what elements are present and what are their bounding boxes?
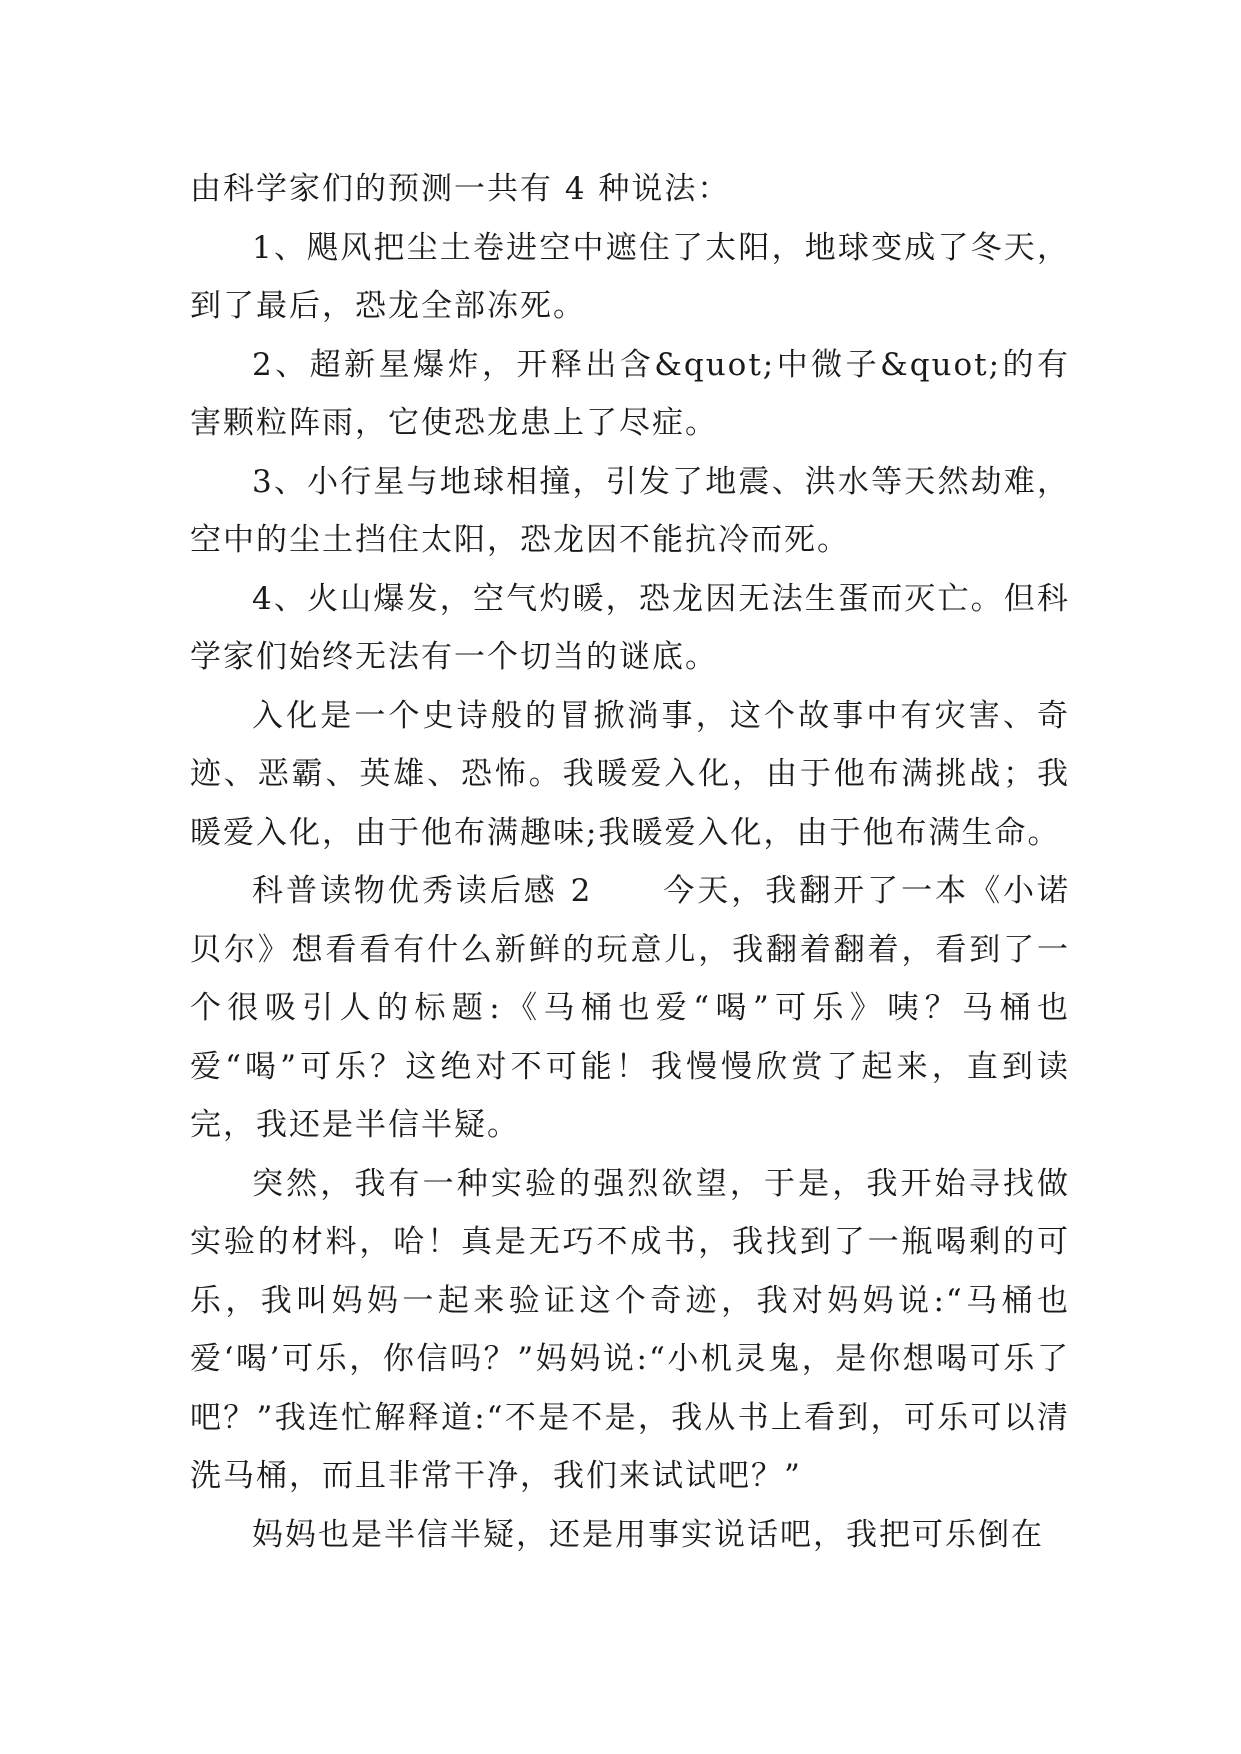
paragraph-theory-3 [190, 453, 1070, 570]
paragraph-text: 1、飓风把尘土卷进空中遮住了太阳，地球变成了冬天，到了最后，恐龙全部冻死。 [190, 229, 1070, 324]
paragraph-text: 2、超新星爆炸，开释出含&quot;中微子&quot;的有害颗粒阵雨，它使恐龙患上了尽症。 [190, 346, 1070, 441]
paragraph-theory-2 [190, 336, 1070, 453]
paragraph-text: 今天，我翻开了一本《小诺贝尔》想看看有什么新鲜的玩意儿，我翻着翻着，看到了一个很吸引人的标题:《马桶也爱“喝”可乐》咦？马桶也爱“喝”可乐？这绝对不可能！我慢慢欣赏了起来，直到读完，我还是半信半疑。 [190, 873, 1071, 1143]
document-body [190, 160, 1070, 1564]
section-title: 科普读物优秀读后感 2 [252, 873, 593, 909]
paragraph-theory-4 [190, 570, 1070, 687]
paragraph-essay-2 [190, 862, 1070, 1155]
paragraph-experiment [190, 1155, 1070, 1506]
paragraph-text: 妈妈也是半信半疑，还是用事实说话吧，我把可乐倒在 [252, 1516, 1044, 1553]
paragraph-intro [190, 160, 1070, 219]
paragraph-text: 突然，我有一种实验的强烈欲望，于是，我开始寻找做实验的材料，哈！真是无巧不成书，我找到了一瓶喝剩的可乐，我叫妈妈一起来验证这个奇迹，我对妈妈说:“马桶也爱‘喝’可乐，你信吗？”妈妈说:“小机灵鬼，是你想喝可乐了吧？”我连忙解释道:“不是不是，我从书上看到，可乐可以清洗马桶，而且非常干净，我们来试试吧？” [190, 1165, 1070, 1494]
paragraph-theory-1 [190, 219, 1070, 336]
paragraph-evolution [190, 687, 1070, 863]
paragraph-text: 4、火山爆发，空气灼暖，恐龙因无法生蛋而灭亡。但科学家们始终无法有一个切当的谜底。 [190, 580, 1070, 675]
paragraph-text: 3、小行星与地球相撞，引发了地震、洪水等天然劫难，空中的尘土挡住太阳，恐龙因不能抗冷而死。 [190, 463, 1070, 558]
paragraph-text: 由科学家们的预测一共有 4 种说法： [190, 171, 731, 207]
paragraph-mom [190, 1506, 1070, 1565]
paragraph-text: 入化是一个史诗般的冒掀淌事，这个故事中有灾害、奇迹、恶霸、英雄、恐怖。我暖爱入化，由于他布满挑战；我暖爱入化，由于他布满趣味;我暖爱入化，由于他布满生命。 [190, 697, 1070, 851]
